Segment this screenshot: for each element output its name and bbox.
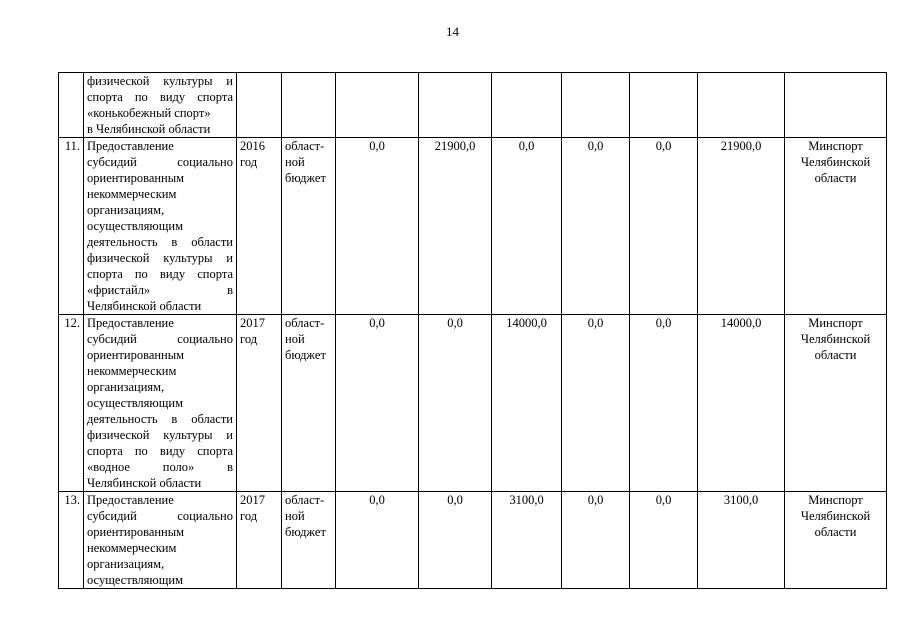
- name-line: спорта по виду спорта: [87, 90, 233, 104]
- cell-year: [237, 138, 282, 315]
- name-line: некоммерческим: [87, 541, 177, 555]
- name-line: Челябинской области: [87, 476, 202, 490]
- year-line: 2017: [240, 493, 265, 507]
- source-line: бюджет: [285, 348, 326, 362]
- year-line: год: [240, 509, 258, 523]
- cell-num: 13.: [59, 492, 84, 589]
- cell-value: 0,0: [562, 138, 630, 315]
- cell-source: [282, 138, 336, 315]
- year-line: 2017: [240, 316, 265, 330]
- name-line: Челябинской области: [87, 299, 202, 313]
- name-line: ориентированным: [87, 171, 185, 185]
- cell-measure-name: [84, 492, 237, 589]
- name-line: «водное поло» в: [87, 460, 233, 474]
- name-line: физической культуры и: [87, 74, 233, 88]
- cell-value: 0,0: [419, 492, 492, 589]
- name-line: «фристайл» в: [87, 283, 233, 297]
- responsible-line: области: [814, 171, 857, 185]
- cell-responsible: [785, 315, 887, 492]
- name-line: физической культуры и: [87, 251, 233, 265]
- name-line: в Челябинской области: [87, 122, 211, 136]
- cell-responsible: [785, 138, 887, 315]
- source-line: област-: [285, 493, 325, 507]
- name-line: спорта по виду спорта: [87, 267, 233, 281]
- name-line: некоммерческим: [87, 187, 177, 201]
- name-line: осуществляющим: [87, 219, 183, 233]
- responsible-line: области: [814, 525, 857, 539]
- name-line: физической культуры и: [87, 428, 233, 442]
- cell-value: 0,0: [630, 315, 698, 492]
- name-line: организациям,: [87, 557, 165, 571]
- cell-source: [282, 315, 336, 492]
- cell-year: [237, 492, 282, 589]
- cell-value: 0,0: [419, 315, 492, 492]
- cell-value: 0,0: [562, 492, 630, 589]
- name-line: Предоставление: [87, 493, 174, 507]
- source-line: бюджет: [285, 525, 326, 539]
- year-line: 2016: [240, 139, 265, 153]
- cell-measure-name: [84, 138, 237, 315]
- measures-table: [58, 72, 887, 589]
- cell-measure-name: [84, 315, 237, 492]
- cell-responsible: [785, 492, 887, 589]
- cell-value: 0,0: [336, 492, 419, 589]
- name-line: Предоставление: [87, 139, 174, 153]
- source-line: област-: [285, 316, 325, 330]
- source-line: ной: [285, 155, 305, 169]
- cell-value: 0,0: [630, 492, 698, 589]
- name-line: субсидий социально: [87, 155, 233, 169]
- responsible-line: Минспорт: [808, 493, 863, 507]
- responsible-line: Минспорт: [808, 316, 863, 330]
- name-line: осуществляющим: [87, 396, 183, 410]
- name-line: деятельность в области: [87, 235, 233, 249]
- page-number: 14: [446, 24, 459, 39]
- responsible-line: области: [814, 348, 857, 362]
- cell-num: [59, 73, 84, 138]
- cell-value: 3100,0: [492, 492, 562, 589]
- name-line: ориентированным: [87, 348, 185, 362]
- cell-value: 0,0: [562, 315, 630, 492]
- cell-value: 0,0: [492, 138, 562, 315]
- cell-source: [282, 73, 336, 138]
- table-row-continuation: [59, 73, 887, 138]
- cell-total: 3100,0: [698, 492, 785, 589]
- cell-num: 12.: [59, 315, 84, 492]
- name-line: субсидий социально: [87, 332, 233, 346]
- name-line: организациям,: [87, 380, 165, 394]
- cell-value: [630, 73, 698, 138]
- cell-year: [237, 315, 282, 492]
- cell-value: 21900,0: [419, 138, 492, 315]
- responsible-line: Челябинской: [800, 509, 871, 523]
- cell-value: 14000,0: [492, 315, 562, 492]
- name-line: организациям,: [87, 203, 165, 217]
- cell-measure-name: [84, 73, 237, 138]
- source-line: област-: [285, 139, 325, 153]
- cell-value: [492, 73, 562, 138]
- cell-responsible: [785, 73, 887, 138]
- cell-num: 11.: [59, 138, 84, 315]
- source-line: бюджет: [285, 171, 326, 185]
- name-line: осуществляющим: [87, 573, 183, 587]
- cell-value: 0,0: [630, 138, 698, 315]
- name-line: ориентированным: [87, 525, 185, 539]
- cell-total: 21900,0: [698, 138, 785, 315]
- cell-value: [419, 73, 492, 138]
- source-line: ной: [285, 509, 305, 523]
- responsible-line: Челябинской: [800, 155, 871, 169]
- cell-total: [698, 73, 785, 138]
- name-line: деятельность в области: [87, 412, 233, 426]
- cell-source: [282, 492, 336, 589]
- cell-value: 0,0: [336, 138, 419, 315]
- name-line: Предоставление: [87, 316, 174, 330]
- cell-year: [237, 73, 282, 138]
- table-row: [59, 492, 887, 589]
- responsible-line: Челябинской: [800, 332, 871, 346]
- name-line: субсидий социально: [87, 509, 233, 523]
- cell-total: 14000,0: [698, 315, 785, 492]
- name-line: «конькобежный спорт»: [87, 106, 211, 120]
- year-line: год: [240, 155, 258, 169]
- year-line: год: [240, 332, 258, 346]
- cell-value: [562, 73, 630, 138]
- table-row: [59, 138, 887, 315]
- responsible-line: Минспорт: [808, 139, 863, 153]
- table-row: [59, 315, 887, 492]
- name-line: некоммерческим: [87, 364, 177, 378]
- source-line: ной: [285, 332, 305, 346]
- cell-value: [336, 73, 419, 138]
- name-line: спорта по виду спорта: [87, 444, 233, 458]
- cell-value: 0,0: [336, 315, 419, 492]
